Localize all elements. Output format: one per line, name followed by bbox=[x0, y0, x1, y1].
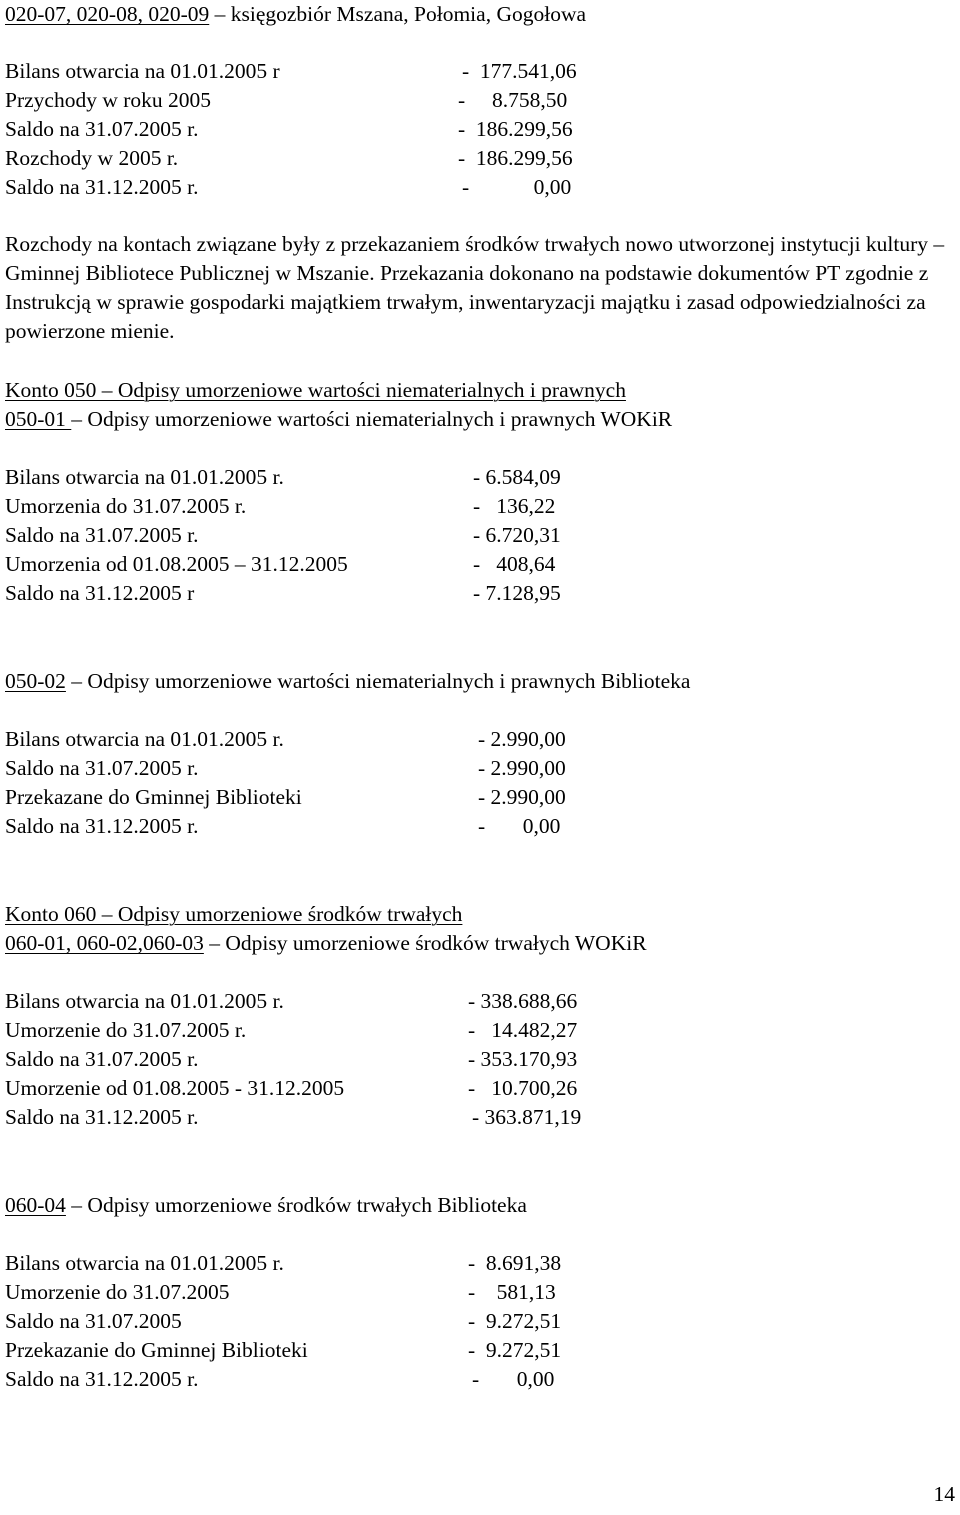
row-label: Saldo na 31.12.2005 r. bbox=[5, 1105, 199, 1129]
row-label: Saldo na 31.07.2005 bbox=[5, 1309, 182, 1333]
row-label: Umorzenia od 01.08.2005 – 31.12.2005 bbox=[5, 552, 348, 576]
row-value: - 14.482,27 bbox=[468, 1018, 578, 1042]
row-value: - 186.299,56 bbox=[458, 146, 573, 170]
section2-subheading-rest: – Odpisy umorzeniowe wartości niematerialnych i prawnych WOKiR bbox=[71, 407, 673, 431]
row-value: - 581,13 bbox=[468, 1280, 556, 1304]
row-label: Saldo na 31.12.2005 r. bbox=[5, 1367, 199, 1391]
row-label: Przekazane do Gminnej Biblioteki bbox=[5, 785, 302, 809]
row-value: - 353.170,93 bbox=[468, 1047, 578, 1071]
row-value: - 10.700,26 bbox=[468, 1076, 578, 1100]
row-value: - 186.299,56 bbox=[458, 117, 573, 141]
row-value: - 0,00 bbox=[472, 1367, 555, 1391]
row-value: - 338.688,66 bbox=[468, 989, 578, 1013]
row-value: - 2.990,00 bbox=[478, 756, 566, 780]
row-value: - 0,00 bbox=[462, 175, 572, 199]
row-label: Saldo na 31.12.2005 r. bbox=[5, 175, 199, 199]
row-label: Rozchody w 2005 r. bbox=[5, 146, 179, 170]
row-label: Saldo na 31.12.2005 r bbox=[5, 581, 195, 605]
row-value: - 177.541,06 bbox=[462, 59, 577, 83]
row-value: - 363.871,19 bbox=[472, 1105, 582, 1129]
row-value: - 408,64 bbox=[473, 552, 556, 576]
section3-subheading bbox=[5, 667, 690, 696]
row-label: Saldo na 31.07.2005 r. bbox=[5, 117, 199, 141]
row-value: - 8.691,38 bbox=[468, 1251, 562, 1275]
row-value: - 9.272,51 bbox=[468, 1338, 562, 1362]
row-label: Saldo na 31.07.2005 r. bbox=[5, 1047, 199, 1071]
row-label: Umorzenie od 01.08.2005 - 31.12.2005 bbox=[5, 1076, 345, 1100]
section2-title bbox=[5, 376, 626, 405]
section2-title-text: Konto 050 – Odpisy umorzeniowe wartości niematerialnych i prawnych bbox=[5, 378, 626, 402]
row-value: - 2.990,00 bbox=[478, 785, 566, 809]
section4-subheading-rest: – Odpisy umorzeniowe środków trwałych WOKiR bbox=[203, 931, 647, 955]
section1-heading-code: 020-07, 020-08, 020-09 bbox=[5, 2, 210, 26]
row-label: Umorzenie do 31.07.2005 r. bbox=[5, 1018, 247, 1042]
section1-heading-rest: – księgozbiór Mszana, Połomia, Gogołowa bbox=[209, 2, 587, 26]
row-label: Bilans otwarcia na 01.01.2005 r. bbox=[5, 1251, 284, 1275]
row-label: Saldo na 31.07.2005 r. bbox=[5, 523, 199, 547]
page-number: 14 bbox=[933, 1482, 955, 1506]
row-value: - 6.720,31 bbox=[473, 523, 561, 547]
row-label: Saldo na 31.12.2005 r. bbox=[5, 814, 199, 838]
section4-title-text: Konto 060 – Odpisy umorzeniowe środków trwałych bbox=[5, 902, 463, 926]
section4-subheading bbox=[5, 929, 647, 958]
section5-subheading bbox=[5, 1191, 527, 1220]
row-value: - 2.990,00 bbox=[478, 727, 566, 751]
row-value: - 6.584,09 bbox=[473, 465, 561, 489]
section3-subheading-rest: – Odpisy umorzeniowe wartości niematerialnych i prawnych Biblioteka bbox=[65, 669, 691, 693]
row-label: Bilans otwarcia na 01.01.2005 r bbox=[5, 59, 280, 83]
section2-subheading-code: 050-01 bbox=[5, 407, 72, 431]
section5-subheading-code: 060-04 bbox=[5, 1193, 66, 1217]
section1-paragraph: Rozchody na kontach związane były z przekazaniem środków trwałych nowo utworzonej instytucji kultury – Gminnej Bibliotece Publicznej w Mszanie. Przekazania dokonano na podstawie dokumentów PT zgodnie z Instrukcją w sprawie gospodarki majątkiem trwałym, inwentaryzacji majątku i zasad odpowiedzialności za powierzone mienie. bbox=[5, 232, 945, 343]
section5-subheading-rest: – Odpisy umorzeniowe środków trwałych Biblioteka bbox=[65, 1193, 527, 1217]
row-value: - 7.128,95 bbox=[473, 581, 561, 605]
section1-heading bbox=[5, 0, 586, 29]
row-label: Bilans otwarcia na 01.01.2005 r. bbox=[5, 727, 284, 751]
section3-subheading-code: 050-02 bbox=[5, 669, 66, 693]
row-label: Przychody w roku 2005 bbox=[5, 88, 212, 112]
section4-subheading-code: 060-01, 060-02,060-03 bbox=[5, 931, 204, 955]
row-label: Saldo na 31.07.2005 r. bbox=[5, 756, 199, 780]
row-label: Umorzenie do 31.07.2005 bbox=[5, 1280, 230, 1304]
row-label: Bilans otwarcia na 01.01.2005 r. bbox=[5, 465, 284, 489]
section2-subheading bbox=[5, 405, 672, 434]
row-value: - 136,22 bbox=[473, 494, 556, 518]
row-label: Bilans otwarcia na 01.01.2005 r. bbox=[5, 989, 284, 1013]
row-value: - 8.758,50 bbox=[458, 88, 568, 112]
row-value: - 9.272,51 bbox=[468, 1309, 562, 1333]
row-label: Przekazanie do Gminnej Biblioteki bbox=[5, 1338, 308, 1362]
row-value: - 0,00 bbox=[478, 814, 561, 838]
section4-title bbox=[5, 900, 462, 929]
row-label: Umorzenia do 31.07.2005 r. bbox=[5, 494, 247, 518]
